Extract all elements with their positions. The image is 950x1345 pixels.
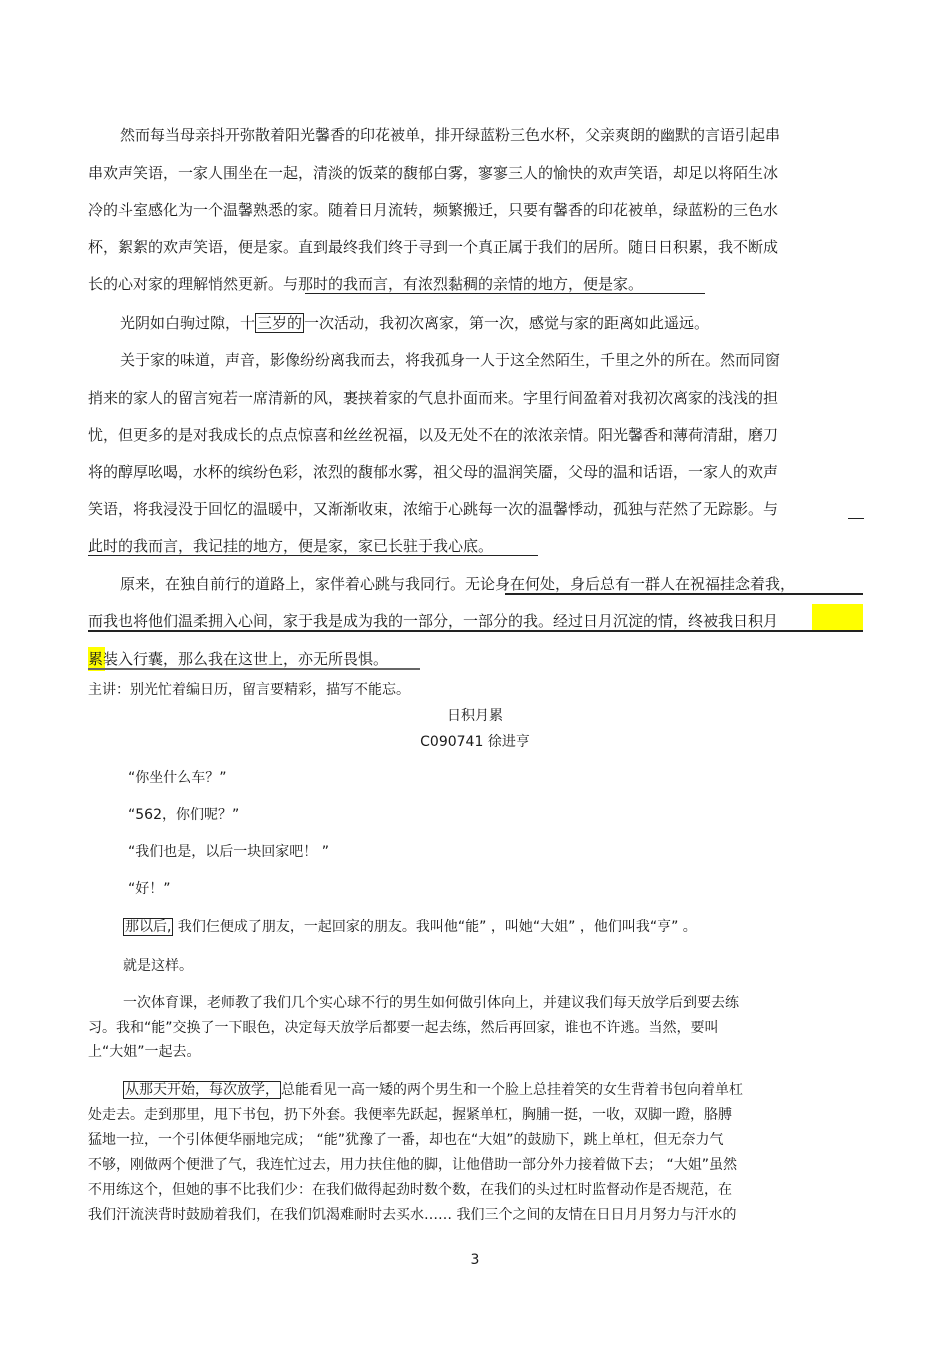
essay2-line: 不够，刚做两个便泄了气，我连忙过去，用力扶住他的脚，让他借助一部分外力接着做下去； “大姐”虽然 [88, 1157, 737, 1173]
essay1-line: 串欢声笑语，一家人围坐在一起，清淡的饭菜的馥郁白雾，寥寥三人的愉快的欢声笑语，却足以将陌生冰 [88, 164, 779, 182]
underline-mark [88, 555, 538, 556]
dialogue-line: “你坐什么车？” [128, 770, 227, 786]
dialogue-line: “我们也是，以后一块回家吧！ ” [128, 844, 329, 860]
boxed-text: 那以后, [125, 919, 172, 935]
text-segment: 我们仨便成了朋友，一起回家的朋友。我叫他“能” ，叫她“大姐” ，他们叫我“亨” 。 [173, 919, 697, 935]
essay1-line: 关于家的味道，声音，影像纷纷离我而去，将我孤身一人于这全然陌生，千里之外的所在。然而同窗 [120, 351, 781, 369]
essay1-line: 捎来的家人的留言宛若一席清新的风，裹挟着家的气息扑面而来。字里行间盈着对我初次离家的浅浅的担 [88, 389, 779, 407]
essay1-line: 杯，絮絮的欢声笑语，便是家。直到最终我们终于寻到一个真正属于我们的居所。随日日积累，我不断成 [88, 238, 779, 256]
essay2-line: 猛地一拉，一个引体便华丽地完成； “能”犹豫了一番，却也在“大姐”的鼓励下，跳上单杠，但无奈力气 [88, 1132, 724, 1148]
essay1-line: 而我也将他们温柔拥入心间，家于我是成为我的一部分，一部分的我。经过日月沉淀的情，终被我日积月 [88, 612, 779, 630]
page-number: 3 [470, 1252, 480, 1268]
essay1-line: 长的心对家的理解悄然更新。与那时的我而言，有浓烈黏稠的亲情的地方，便是家。 [88, 275, 644, 293]
essay1-line: 将的醇厚吆喝，水杯的缤纷色彩，浓烈的馥郁水雾，祖父母的温润笑靥，父母的温和话语，一家人的欢声 [88, 463, 779, 481]
essay-author: C090741 徐进亨 [420, 734, 530, 750]
essay2-line: 上“大姐”一起去。 [88, 1044, 201, 1060]
margin-dash [848, 518, 864, 519]
essay1-line: 此时的我而言，我记挂的地方，便是家，家已长驻于我心底。 [88, 537, 494, 555]
underline-mark [505, 593, 863, 595]
essay2-line [123, 1080, 743, 1100]
essay2-line: 处走去。走到那里，甩下书包，扔下外套。我便率先跃起，握紧单杠，胸脯一挺，一收，双脚一蹬，胳膊 [88, 1107, 732, 1123]
underline-mark [305, 293, 705, 294]
highlight-mark [812, 604, 863, 632]
essay2-line: 我们汗流浃背时鼓励着我们，在我们饥渴难耐时去买水…… 我们三个之间的友情在日日月月努力与汗水的 [88, 1207, 737, 1223]
essay2-line: 就是这样。 [123, 958, 193, 974]
essay1-line: 忧，但更多的是对我成长的点点惊喜和丝丝祝福，以及无处不在的浓浓亲情。阳光馨香和薄荷清甜，磨刀 [88, 426, 779, 444]
teacher-note: 主讲：别光忙着编日历，留言要精彩，描写不能忘。 [88, 682, 410, 698]
essay1-line: 累装入行囊，那么我在这世上，亦无所畏惧。 [88, 650, 389, 668]
underline-mark [88, 668, 420, 670]
essay2-line [123, 917, 697, 937]
essay1-line: 然而每当母亲抖开弥散着阳光馨香的印花被单，排开绿蓝粉三色水杯，父亲爽朗的幽默的言语引起串 [120, 126, 781, 144]
dialogue-line: “562，你们呢？” [128, 807, 240, 823]
underline-mark [88, 630, 863, 632]
text-segment: 总能看见一高一矮的两个男生和一个脸上总挂着笑的女生背着书包向着单杠 [281, 1082, 743, 1098]
essay1-line [120, 313, 709, 333]
boxed-text: 从那天开始，每次放学， [125, 1082, 279, 1098]
text-segment: 一次活动，我初次离家，第一次，感觉与家的距离如此遥远。 [304, 314, 710, 332]
essay-title: 日积月累 [447, 708, 503, 724]
essay2-line: 不用练这个，但她的事不比我们少：在我们做得起劲时数个数，在我们的头过杠时监督动作是否规范，在 [88, 1182, 732, 1198]
essay1-line: 原来，在独自前行的道路上，家伴着心跳与我同行。无论身在何处，身后总有一群人在祝福挂念着我， [120, 575, 796, 593]
essay1-line: 笑语，将我浸没于回忆的温暖中，又渐渐收束，浓缩于心跳每一次的温馨悸动，孤独与茫然了无踪影。与 [88, 500, 779, 518]
text-segment: 光阴如白驹过隙，十 [120, 314, 256, 332]
essay1-line: 冷的斗室感化为一个温馨熟悉的家。随着日月流转，频繁搬迁，只要有馨香的印花被单，绿蓝粉的三色水 [88, 201, 779, 219]
boxed-text: 三岁的 [257, 314, 303, 332]
essay2-line: 习。我和“能”交换了一下眼色，决定每天放学后都要一起去练，然后再回家，谁也不许逃。当然，要叫 [88, 1020, 719, 1036]
essay2-line: 一次体育课，老师教了我们几个实心球不行的男生如何做引体向上，并建议我们每天放学后到要去练 [123, 995, 739, 1011]
dialogue-line: “好！” [128, 881, 171, 897]
